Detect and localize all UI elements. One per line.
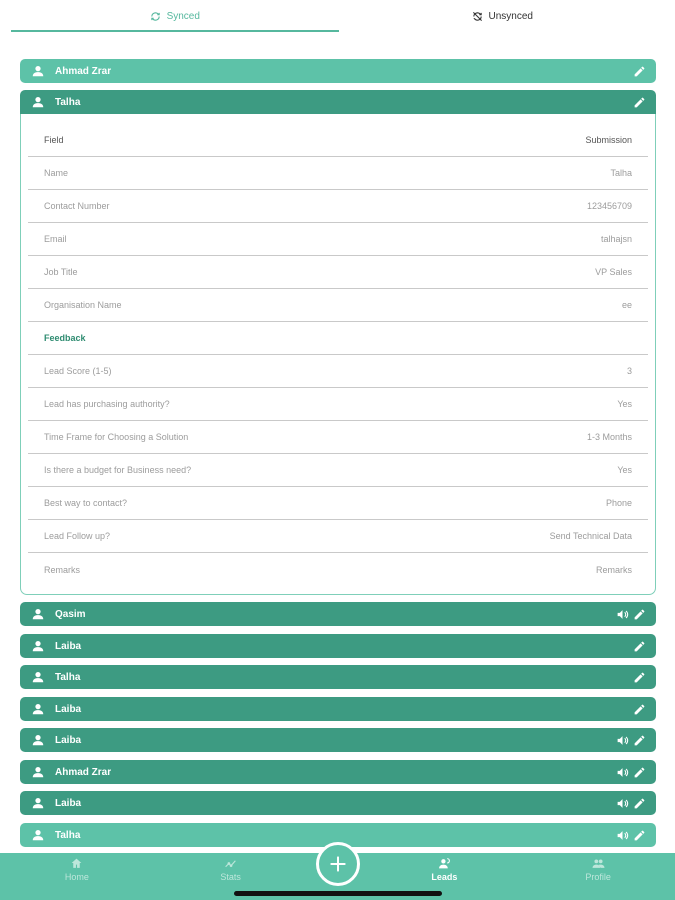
feedback-section-row bbox=[28, 322, 648, 355]
person-icon bbox=[31, 796, 45, 810]
lead-item[interactable] bbox=[20, 665, 656, 689]
person-icon bbox=[31, 95, 45, 109]
feedback-row bbox=[28, 421, 648, 454]
feedback-row bbox=[28, 454, 648, 487]
detail-row bbox=[28, 223, 648, 256]
feedback-value: Send Technical Data bbox=[549, 531, 632, 541]
detail-value: VP Sales bbox=[595, 267, 632, 277]
detail-label: Job Title bbox=[44, 267, 78, 277]
sync-icon bbox=[150, 11, 161, 22]
detail-value: talhajsn bbox=[600, 234, 632, 244]
lead-name: Ahmad Zrar bbox=[55, 65, 112, 77]
person-icon bbox=[31, 607, 45, 621]
edit-icon[interactable] bbox=[633, 671, 646, 684]
feedback-row bbox=[28, 355, 648, 388]
edit-icon[interactable] bbox=[633, 766, 646, 779]
detail-value: Talha bbox=[610, 168, 632, 178]
lead-name: Laiba bbox=[55, 797, 82, 809]
detail-label: Contact Number bbox=[44, 201, 110, 211]
lead-name: Talha bbox=[55, 96, 81, 108]
sync-off-icon bbox=[472, 11, 483, 22]
details-header-row bbox=[28, 124, 648, 157]
edit-icon[interactable] bbox=[633, 703, 646, 716]
detail-label: Organisation Name bbox=[44, 300, 122, 310]
lead-item-expanded[interactable] bbox=[20, 90, 656, 114]
lead-name: Laiba bbox=[55, 640, 82, 652]
feedback-label: Is there a budget for Business need? bbox=[44, 465, 192, 475]
lead-name: Laiba bbox=[55, 734, 82, 746]
feedback-row bbox=[28, 388, 648, 421]
lead-name: Talha bbox=[55, 829, 81, 841]
home-icon bbox=[70, 857, 83, 870]
person-icon bbox=[31, 64, 45, 78]
nav-home-label: Home bbox=[64, 872, 89, 882]
detail-row bbox=[28, 157, 648, 190]
feedback-section-title: Feedback bbox=[44, 333, 86, 343]
person-icon bbox=[31, 639, 45, 653]
detail-row bbox=[28, 256, 648, 289]
lead-name: Qasim bbox=[55, 608, 86, 620]
speaker-icon[interactable] bbox=[616, 734, 629, 747]
lead-details-card bbox=[20, 114, 656, 595]
feedback-label: Lead Score (1-5) bbox=[44, 366, 112, 376]
lead-item[interactable] bbox=[20, 791, 656, 815]
edit-icon[interactable] bbox=[633, 797, 646, 810]
plus-icon bbox=[328, 854, 348, 874]
speaker-icon[interactable] bbox=[616, 608, 629, 621]
person-icon bbox=[31, 702, 45, 716]
tab-synced-label: Synced bbox=[166, 10, 200, 22]
tab-unsynced-label: Unsynced bbox=[488, 10, 533, 22]
lead-name: Laiba bbox=[55, 703, 82, 715]
nav-profile[interactable] bbox=[521, 853, 675, 900]
lead-item[interactable] bbox=[20, 59, 656, 83]
tab-unsynced[interactable] bbox=[339, 0, 667, 32]
speaker-icon[interactable] bbox=[616, 829, 629, 842]
detail-value: 123456709 bbox=[586, 201, 632, 211]
detail-label: Name bbox=[44, 168, 69, 178]
person-icon bbox=[31, 765, 45, 779]
feedback-row bbox=[28, 487, 648, 520]
feedback-label: Best way to contact? bbox=[44, 498, 128, 508]
edit-icon[interactable] bbox=[633, 829, 646, 842]
person-icon bbox=[31, 670, 45, 684]
lead-item[interactable] bbox=[20, 728, 656, 752]
nav-profile-label: Profile bbox=[585, 872, 611, 882]
feedback-value: Phone bbox=[605, 498, 632, 508]
sync-tabs bbox=[11, 0, 666, 32]
person-icon bbox=[31, 828, 45, 842]
edit-icon[interactable] bbox=[633, 640, 646, 653]
lead-item[interactable] bbox=[20, 697, 656, 721]
lead-name: Talha bbox=[55, 671, 81, 683]
feedback-value: 1-3 Months bbox=[586, 432, 632, 442]
detail-value: ee bbox=[621, 300, 632, 310]
feedback-value: Yes bbox=[617, 399, 632, 409]
leads-icon bbox=[438, 857, 451, 870]
edit-icon[interactable] bbox=[633, 608, 646, 621]
add-lead-button[interactable] bbox=[316, 842, 360, 886]
feedback-value: 3 bbox=[626, 366, 632, 376]
speaker-icon[interactable] bbox=[616, 797, 629, 810]
submission-column-header: Submission bbox=[585, 135, 632, 145]
edit-icon[interactable] bbox=[633, 734, 646, 747]
feedback-label: Lead Follow up? bbox=[44, 531, 111, 541]
lead-item[interactable] bbox=[20, 602, 656, 626]
lead-name: Ahmad Zrar bbox=[55, 766, 112, 778]
detail-label: Email bbox=[44, 234, 67, 244]
feedback-label: Remarks bbox=[44, 564, 81, 575]
edit-icon[interactable] bbox=[633, 65, 646, 78]
nav-leads-label: Leads bbox=[431, 872, 458, 882]
stats-icon bbox=[224, 857, 237, 870]
speaker-icon[interactable] bbox=[616, 766, 629, 779]
feedback-value: Yes bbox=[617, 465, 632, 475]
feedback-label: Lead has purchasing authority? bbox=[44, 399, 170, 409]
tab-synced[interactable] bbox=[11, 0, 339, 32]
feedback-row bbox=[28, 553, 648, 586]
nav-home[interactable] bbox=[0, 853, 154, 900]
nav-stats-label: Stats bbox=[220, 872, 241, 882]
field-column-header: Field bbox=[44, 135, 64, 145]
lead-item[interactable] bbox=[20, 634, 656, 658]
feedback-label: Time Frame for Choosing a Solution bbox=[44, 432, 189, 442]
feedback-row bbox=[28, 520, 648, 553]
person-icon bbox=[31, 733, 45, 747]
lead-item[interactable] bbox=[20, 760, 656, 784]
profile-icon bbox=[592, 857, 605, 870]
edit-icon[interactable] bbox=[633, 96, 646, 109]
home-indicator bbox=[234, 891, 442, 896]
detail-row bbox=[28, 289, 648, 322]
feedback-value: Remarks bbox=[595, 564, 632, 575]
detail-row bbox=[28, 190, 648, 223]
